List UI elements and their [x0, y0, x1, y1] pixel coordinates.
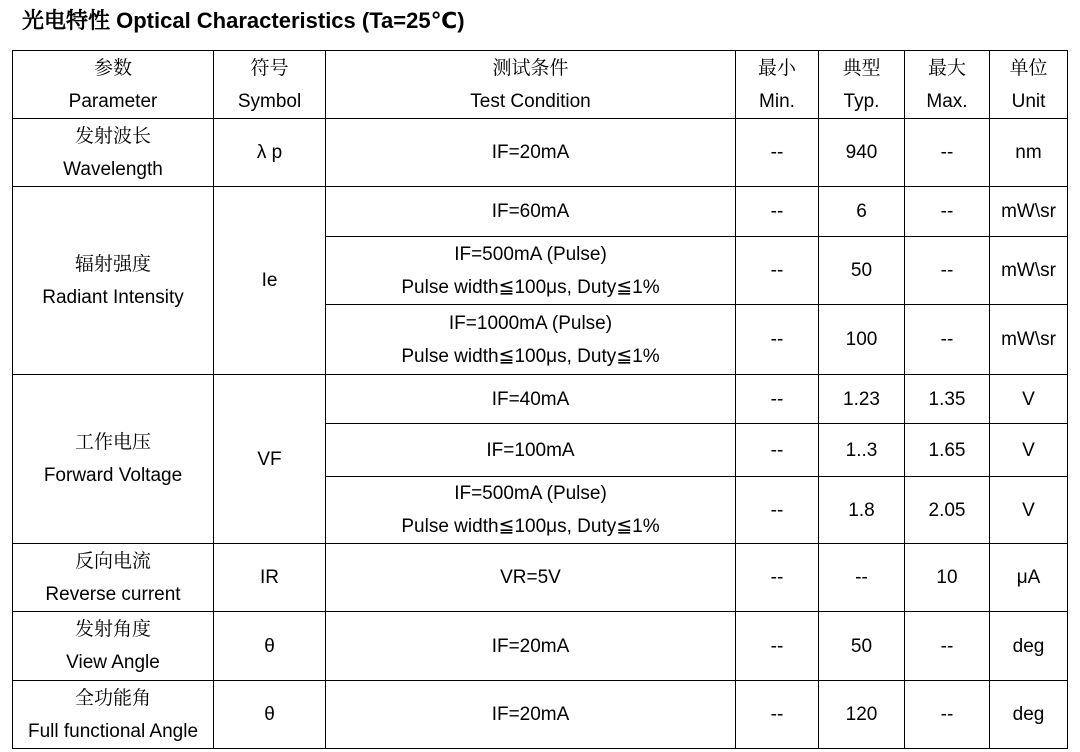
header-min-zh: 最小 — [757, 56, 796, 79]
unit-cell: μA — [990, 544, 1068, 612]
unit-cell: mW\sr — [990, 237, 1068, 305]
header-parameter-en: Parameter — [68, 90, 158, 112]
symbol-cell: IR — [214, 544, 326, 612]
header-typ — [819, 51, 905, 119]
condition-line: IF=20mA — [491, 704, 570, 725]
condition-cell — [326, 544, 736, 612]
table-header-row — [13, 51, 1068, 119]
unit-cell: V — [990, 424, 1068, 477]
table-row — [13, 119, 1068, 187]
table-row — [13, 681, 1068, 749]
typ-cell: 940 — [819, 119, 905, 187]
parameter-zh: 发射波长 — [74, 124, 151, 147]
typ-cell: 1.8 — [819, 477, 905, 544]
typ-cell: 120 — [819, 681, 905, 749]
parameter-zh: 辐射强度 — [74, 252, 151, 275]
table-row — [13, 187, 1068, 237]
max-cell: -- — [905, 237, 990, 305]
header-condition — [326, 51, 736, 119]
header-symbol-en: Symbol — [237, 90, 302, 112]
typ-cell: 6 — [819, 187, 905, 237]
max-cell: 1.35 — [905, 375, 990, 424]
condition-line: IF=40mA — [491, 388, 570, 410]
max-cell: 2.05 — [905, 477, 990, 544]
condition-cell — [326, 237, 736, 305]
condition-cell — [326, 681, 736, 749]
condition-line: IF=1000mA (Pulse) — [448, 312, 613, 334]
section-title: 光电特性 Optical Characteristics (Ta=25℃) — [22, 8, 465, 33]
header-typ-zh: 典型 — [842, 56, 881, 79]
typ-cell: 50 — [819, 237, 905, 305]
header-min-en: Min. — [759, 90, 795, 112]
condition-line: Pulse width≦100μs, Duty≦1% — [401, 345, 660, 367]
symbol-cell: VF — [214, 375, 326, 544]
condition-line: IF=60mA — [491, 201, 570, 222]
parameter-zh: 发射角度 — [74, 618, 151, 640]
condition-cell — [326, 424, 736, 477]
header-unit-zh: 单位 — [1009, 56, 1048, 79]
table-row — [13, 544, 1068, 612]
header-parameter — [13, 51, 214, 119]
parameter-cell — [13, 119, 214, 187]
header-unit — [990, 51, 1068, 119]
header-condition-zh: 测试条件 — [492, 56, 569, 79]
max-cell: -- — [905, 612, 990, 681]
parameter-en: View Angle — [66, 652, 160, 673]
condition-line: VR=5V — [500, 567, 561, 588]
max-cell: 1.65 — [905, 424, 990, 477]
header-symbol — [214, 51, 326, 119]
symbol-cell: Ie — [214, 187, 326, 375]
unit-cell: nm — [990, 119, 1068, 187]
condition-cell — [326, 612, 736, 681]
unit-cell: V — [990, 375, 1068, 424]
header-min — [736, 51, 819, 119]
parameter-zh: 工作电压 — [74, 431, 151, 453]
typ-cell: 1.23 — [819, 375, 905, 424]
max-cell: -- — [905, 187, 990, 237]
parameter-en: Full functional Angle — [27, 720, 199, 742]
min-cell: -- — [736, 187, 819, 237]
min-cell: -- — [736, 119, 819, 187]
min-cell: -- — [736, 477, 819, 544]
max-cell: -- — [905, 119, 990, 187]
condition-cell — [326, 477, 736, 544]
unit-cell: mW\sr — [990, 187, 1068, 237]
header-condition-en: Test Condition — [470, 90, 591, 112]
condition-cell — [326, 187, 736, 237]
header-unit-en: Unit — [1011, 90, 1046, 112]
typ-cell: 1..3 — [819, 424, 905, 477]
unit-cell: mW\sr — [990, 305, 1068, 375]
min-cell: -- — [736, 305, 819, 375]
parameter-cell — [13, 681, 214, 749]
parameter-cell — [13, 375, 214, 544]
header-max — [905, 51, 990, 119]
condition-cell — [326, 305, 736, 375]
condition-line: IF=20mA — [491, 635, 570, 657]
condition-line: IF=500mA (Pulse) — [454, 483, 607, 504]
min-cell: -- — [736, 612, 819, 681]
unit-cell: deg — [990, 681, 1068, 749]
table-row — [13, 612, 1068, 681]
parameter-zh: 反向电流 — [74, 549, 151, 572]
header-typ-en: Typ. — [843, 90, 880, 112]
max-cell: -- — [905, 305, 990, 375]
min-cell: -- — [736, 681, 819, 749]
parameter-cell — [13, 544, 214, 612]
symbol-cell: θ — [214, 681, 326, 749]
condition-line: Pulse width≦100μs, Duty≦1% — [401, 276, 660, 298]
condition-line: Pulse width≦100μs, Duty≦1% — [401, 516, 660, 537]
min-cell: -- — [736, 375, 819, 424]
parameter-en: Reverse current — [45, 583, 181, 605]
condition-line: IF=20mA — [491, 142, 570, 163]
typ-cell: -- — [819, 544, 905, 612]
condition-line: IF=100mA — [486, 439, 575, 461]
min-cell: -- — [736, 237, 819, 305]
min-cell: -- — [736, 544, 819, 612]
optical-characteristics-table — [12, 50, 1068, 749]
unit-cell: V — [990, 477, 1068, 544]
parameter-en: Wavelength — [63, 158, 163, 180]
condition-cell — [326, 375, 736, 424]
typ-cell: 100 — [819, 305, 905, 375]
header-parameter-zh: 参数 — [93, 56, 132, 79]
parameter-en: Radiant Intensity — [42, 286, 184, 308]
max-cell: -- — [905, 681, 990, 749]
condition-cell — [326, 119, 736, 187]
table-row — [13, 375, 1068, 424]
min-cell: -- — [736, 424, 819, 477]
parameter-cell — [13, 612, 214, 681]
header-max-zh: 最大 — [927, 56, 966, 79]
header-symbol-zh: 符号 — [250, 56, 289, 79]
condition-line: IF=500mA (Pulse) — [454, 243, 607, 265]
parameter-en: Forward Voltage — [43, 465, 183, 486]
unit-cell: deg — [990, 612, 1068, 681]
max-cell: 10 — [905, 544, 990, 612]
header-max-en: Max. — [926, 90, 968, 112]
symbol-cell: λ p — [214, 119, 326, 187]
symbol-cell: θ — [214, 612, 326, 681]
parameter-cell — [13, 187, 214, 375]
parameter-zh: 全功能角 — [74, 686, 151, 709]
typ-cell: 50 — [819, 612, 905, 681]
